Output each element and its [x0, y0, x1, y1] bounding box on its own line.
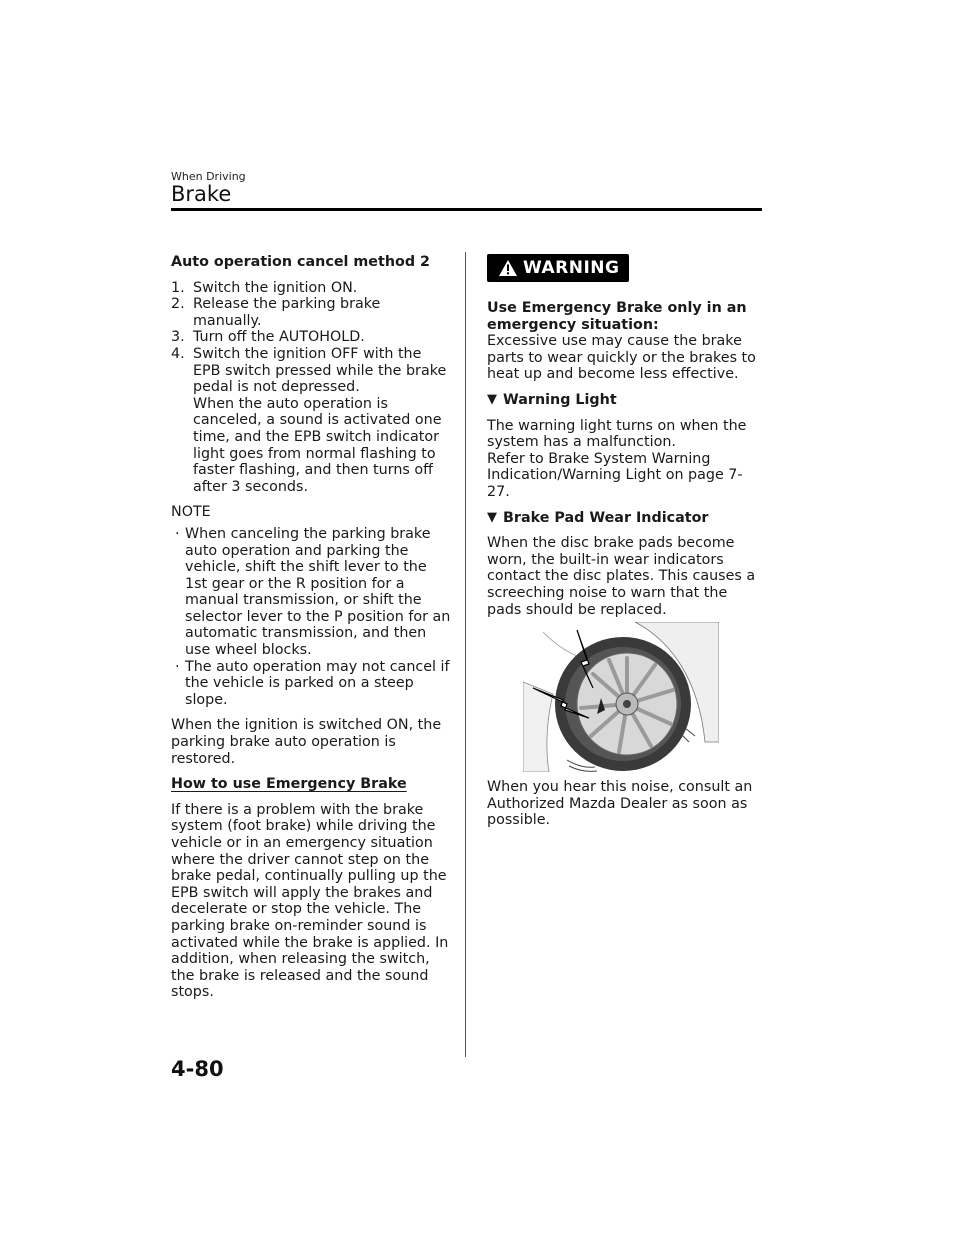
- pad-wear-text: When the disc brake pads become worn, the built-in wear indicators contact the disc plates. This causes a screeching noise to warn that the pads should be replaced.: [487, 535, 756, 618]
- left-column: [171, 254, 451, 1001]
- warning-triangle-icon: [499, 260, 517, 276]
- step-item: 2. Release the parking brake manually.: [171, 296, 381, 329]
- warning-light-text: The warning light turns on when the system has a malfunction.: [487, 417, 747, 451]
- steps-list: [171, 280, 451, 496]
- step-continuation: When the auto operation is canceled, a sound is activated one time, and the EPB switch indicator light goes from normal flashing to faster flashing, and then turns off after 3 seconds.: [193, 395, 442, 495]
- step-item: 4. Switch the ignition OFF with the EPB switch pressed while the brake pedal is not depressed. When the auto operation is canceled, a sound is activated one time, and the EPB switch indicator light goes from normal flashing to faster flashing, and then turns off after 3 seconds.: [171, 346, 451, 495]
- emergency-heading: How to use Emergency Brake: [171, 776, 407, 793]
- triangle-down-icon: ▼: [487, 391, 497, 407]
- note-item: · When canceling the parking brake auto operation and parking the vehicle, shift the shift lever to the 1st gear or the R position for a manual transmission, or shift the selector lever to the P position for an automatic transmission, and then use wheel blocks.: [175, 525, 451, 659]
- pad-wear-heading: ▼ Brake Pad Wear Indicator: [487, 509, 709, 526]
- section-label: When Driving: [171, 170, 246, 183]
- emergency-text: If there is a problem with the brake system (foot brake) while driving the vehicle or in an emergency situation where the driver cannot step on the brake pedal, continually pulling up the EPB switch will apply the brakes and decelerate or stop the vehicle. The parking brake on-reminder sound is activated while the brake is applied. In addition, when releasing the switch, the brake is released and the sound stops.: [171, 801, 449, 1001]
- tire-wear-illustration: [523, 622, 719, 772]
- warning-bold-text: Use Emergency Brake only in an emergency situation:: [487, 300, 747, 333]
- step-item: 3. Turn off the AUTOHOLD.: [171, 329, 365, 346]
- page-title: Brake: [171, 182, 232, 206]
- warning-light-heading: ▼ Warning Light: [487, 391, 617, 408]
- cancel-method-heading: Auto operation cancel method 2: [171, 254, 430, 270]
- warning-light-reference: Refer to Brake System Warning Indication/Warning Light on page 7-27.: [487, 450, 743, 500]
- warning-badge: WARNING: [487, 254, 629, 282]
- right-column: [487, 254, 763, 829]
- header-rule: [171, 208, 762, 211]
- note-item: · The auto operation may not cancel if the vehicle is parked on a steep slope.: [175, 658, 450, 708]
- note-label: NOTE: [171, 504, 211, 521]
- restore-text: When the ignition is switched ON, the parking brake auto operation is restored.: [171, 717, 442, 767]
- column-divider: [465, 252, 466, 1057]
- triangle-down-icon: ▼: [487, 509, 497, 525]
- page-number: 4-80: [171, 1057, 224, 1081]
- warning-text: Excessive use may cause the brake parts to wear quickly or the brakes to heat up and become less effective.: [487, 333, 756, 383]
- step-item: 1. Switch the ignition ON.: [171, 279, 358, 296]
- notes-list: [171, 526, 451, 709]
- consult-text: When you hear this noise, consult an Authorized Mazda Dealer as soon as possible.: [487, 779, 753, 829]
